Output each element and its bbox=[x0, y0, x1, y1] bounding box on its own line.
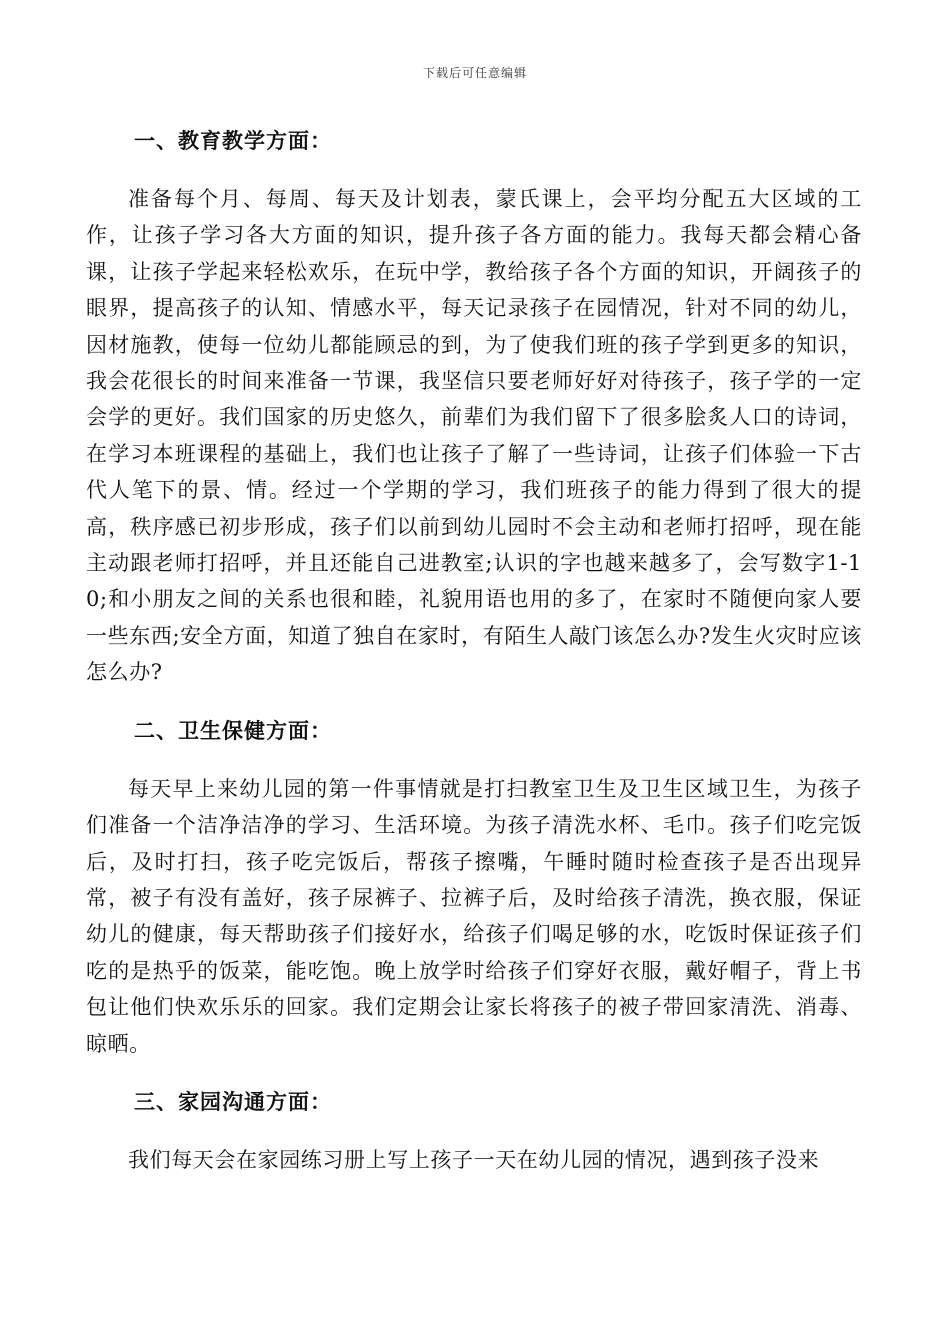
section-heading-education: 一、教育教学方面： bbox=[134, 128, 332, 153]
section-heading-communication: 三、家园沟通方面： bbox=[134, 1088, 332, 1114]
section-paragraph-communication: 我们每天会在家园练习册上写上孩子一天在幼儿园的情况，遇到孩子没来 bbox=[128, 1147, 820, 1172]
document-body bbox=[86, 120, 862, 1178]
section-paragraph-health: 每天早上来幼儿园的第一件事情就是打扫教室卫生及卫生区域卫生，为孩子们准备一个洁净洁净的学习、生活环境。为孩子清洗水杯、毛巾。孩子们吃完饭后，及时打扫，孩子吃完饭后，帮孩子擦嘴，午睡时随时检查孩子是否出现异常，被子有没有盖好，孩子尿裤子、拉裤子后，及时给孩子清洗，换衣服，保证幼儿的健康，每天帮助孩子们接好水，给孩子们喝足够的水，吃饭时保证孩子们吃的是热乎的饭菜，能吃饱。晚上放学时给孩子们穿好衣服，戴好帽子，背上书包让他们快欢乐乐的回家。我们定期会让家长将孩子的被子带回家清洗、消毒、晾晒。 bbox=[86, 776, 862, 1056]
page-header-note: 下载后可任意编辑 bbox=[422, 66, 527, 80]
section-heading-health: 二、卫生保健方面： bbox=[134, 717, 332, 743]
section-paragraph-education: 准备每个月、每周、每天及计划表，蒙氏课上，会平均分配五大区域的工作，让孩子学习各大方面的知识，提升孩子各方面的能力。我每天都会精心备课，让孩子学起来轻松欢乐，在玩中学，教给孩子各个方面的知识，开阔孩子的眼界，提高孩子的认知、情感水平，每天记录孩子在园情况，针对不同的幼儿，因材施教，使每一位幼儿都能顾忌的到，为了使我们班的孩子学到更多的知识，我会花很长的时间来准备一节课，我坚信只要老师好好对待孩子，孩子学的一定会学的更好。我们国家的历史悠久，前辈们为我们留下了很多脍炙人口的诗词，在学习本班课程的基础上，我们也让孩子了解了一些诗词，让孩子们体验一下古代人笔下的景、情。经过一个学期的学习，我们班孩子的能力得到了很大的提高，秩序感已初步形成，孩子们以前到幼儿园时不会主动和老师打招呼，现在能主动跟老师打招呼，并且还能自己进教室;认识的字也越来越多了，会写数字1-10;和小朋友之间的关系也很和睦，礼貌用语也用的多了，在家时不随便向家人要一些东西;安全方面，知道了独自在家时，有陌生人敲门该怎么办?发生火灾时应该怎么办? bbox=[86, 187, 862, 685]
